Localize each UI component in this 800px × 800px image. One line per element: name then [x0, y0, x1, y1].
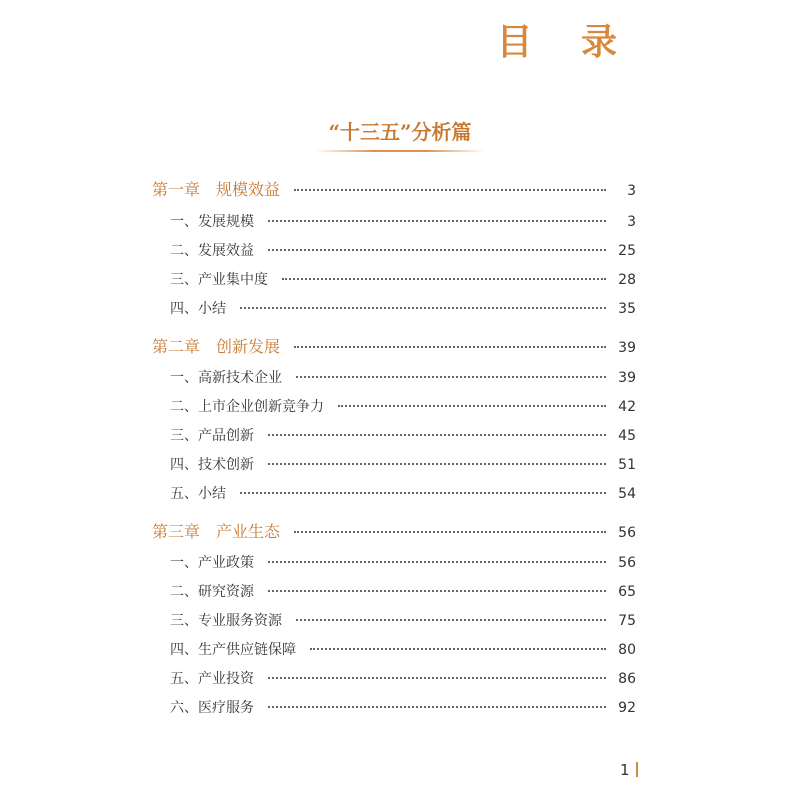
chapter-title: 第三章 产业生态 [152, 522, 281, 541]
dot-leader [240, 307, 606, 309]
toc-entry[interactable] [170, 668, 636, 688]
dot-leader [296, 376, 606, 378]
entry-title: 四、技术创新 [170, 457, 254, 473]
entry-page-number: 45 [618, 428, 636, 444]
toc-entry[interactable] [170, 454, 636, 474]
entry-page-number: 65 [618, 584, 636, 600]
toc-entry[interactable] [170, 425, 636, 445]
dot-leader [268, 677, 606, 679]
dot-leader [282, 278, 606, 280]
dot-leader [296, 619, 606, 621]
dot-leader [268, 463, 606, 465]
entry-page-number: 39 [618, 370, 636, 386]
entry-page-number: 35 [618, 301, 636, 317]
chapter-page-number: 56 [618, 525, 636, 541]
toc-chapter-2[interactable] [152, 334, 636, 358]
entry-title: 一、高新技术企业 [170, 370, 282, 386]
dot-leader [294, 189, 606, 191]
toc-entry[interactable] [170, 483, 636, 503]
chapter-title: 第一章 规模效益 [152, 180, 281, 199]
entry-title: 二、研究资源 [170, 584, 254, 600]
toc-entry[interactable] [170, 697, 636, 717]
entry-page-number: 3 [627, 214, 636, 230]
chapter-page-number: 39 [618, 340, 636, 356]
toc-entry[interactable] [170, 269, 636, 289]
dot-leader [268, 249, 606, 251]
dot-leader [240, 492, 606, 494]
toc-entry[interactable] [170, 211, 636, 231]
entry-title: 二、发展效益 [170, 243, 254, 259]
section-heading: “十三五”分析篇 [328, 120, 472, 144]
dot-leader [268, 434, 606, 436]
toc-entry[interactable] [170, 298, 636, 318]
entry-title: 四、生产供应链保障 [170, 642, 296, 658]
entry-title: 二、上市企业创新竞争力 [170, 399, 324, 415]
dot-leader [294, 346, 606, 348]
entry-title: 三、产业集中度 [170, 272, 268, 288]
toc-entry[interactable] [170, 581, 636, 601]
toc-entry[interactable] [170, 552, 636, 572]
entry-page-number: 25 [618, 243, 636, 259]
entry-page-number: 28 [618, 272, 636, 288]
page-number: 1 [620, 761, 630, 779]
entry-title: 一、产业政策 [170, 555, 254, 571]
entry-page-number: 42 [618, 399, 636, 415]
entry-title: 五、产业投资 [170, 671, 254, 687]
toc-entry[interactable] [170, 367, 636, 387]
dot-leader [268, 561, 606, 563]
dot-leader [268, 706, 606, 708]
entry-page-number: 86 [618, 671, 636, 687]
chapter-title: 第二章 创新发展 [152, 337, 281, 356]
dot-leader [268, 590, 606, 592]
entry-title: 一、发展规模 [170, 214, 254, 230]
toc-chapter-3[interactable] [152, 519, 636, 543]
dot-leader [310, 648, 606, 650]
entry-page-number: 54 [618, 486, 636, 502]
toc-entry[interactable] [170, 610, 636, 630]
dot-leader [294, 531, 606, 533]
entry-page-number: 80 [618, 642, 636, 658]
page-title: 目 录 [496, 21, 635, 63]
toc-entry[interactable] [170, 240, 636, 260]
entry-title: 四、小结 [170, 301, 226, 317]
dot-leader [268, 220, 606, 222]
dot-leader [338, 405, 606, 407]
entry-title: 五、小结 [170, 486, 226, 502]
entry-page-number: 92 [618, 700, 636, 716]
entry-title: 三、专业服务资源 [170, 613, 282, 629]
toc-chapter-1[interactable] [152, 177, 636, 201]
entry-page-number: 56 [618, 555, 636, 571]
entry-page-number: 75 [618, 613, 636, 629]
page-number-bar [636, 762, 638, 777]
toc-entry[interactable] [170, 396, 636, 416]
entry-page-number: 51 [618, 457, 636, 473]
toc-entry[interactable] [170, 639, 636, 659]
entry-title: 六、医疗服务 [170, 700, 254, 716]
entry-title: 三、产品创新 [170, 428, 254, 444]
chapter-page-number: 3 [627, 183, 636, 199]
